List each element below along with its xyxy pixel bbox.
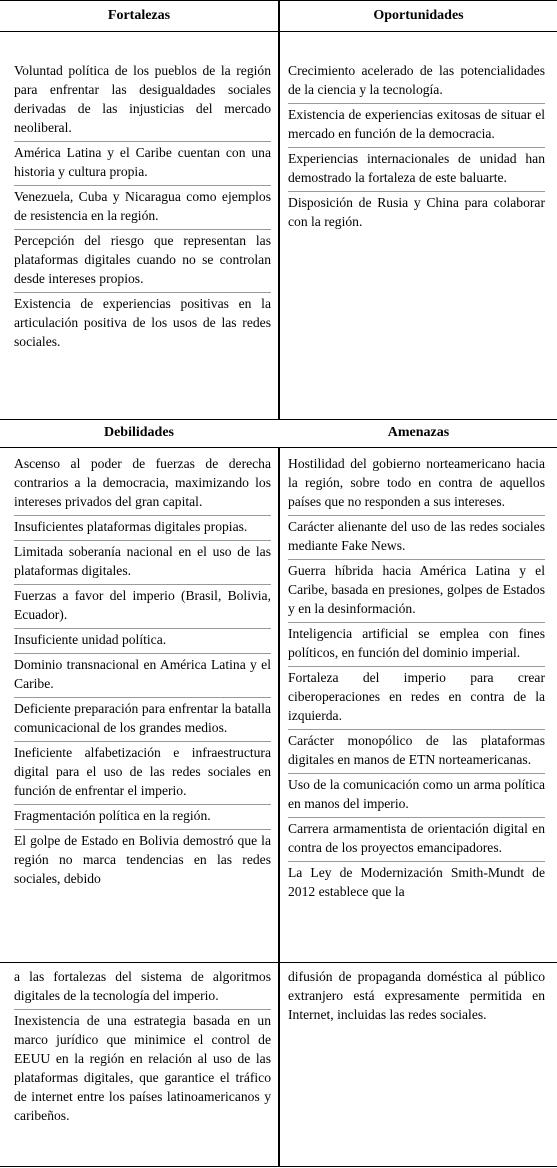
list-item: Experiencias internacionales de unidad han demostrado la fortaleza de este baluarte.	[288, 147, 545, 187]
amenazas-list	[288, 453, 545, 901]
column-divider-top	[278, 0, 280, 420]
list-item: Insuficientes plataformas digitales propias.	[14, 515, 271, 536]
list-item: Venezuela, Cuba y Nicaragua como ejemplos de resistencia en la región.	[14, 185, 271, 225]
header-fortalezas: Fortalezas	[107, 8, 171, 23]
amenazas-cell	[288, 453, 545, 959]
list-item: Carácter alienante del uso de las redes sociales mediante Fake News.	[288, 515, 545, 555]
amenazas-continuation-cell	[288, 966, 545, 1162]
header-oportunidades: Oportunidades	[373, 8, 464, 23]
list-item: Dominio transnacional en América Latina y el Caribe.	[14, 653, 271, 693]
fortalezas-cell	[14, 60, 271, 415]
list-item: Inteligencia artificial se emplea con fines políticos, en función del dominio imperial.	[288, 622, 545, 662]
list-item: El golpe de Estado en Bolivia demostró que la región no marca tendencias en las redes sociales, debido	[14, 829, 271, 888]
list-item: Fragmentación política en la región.	[14, 804, 271, 825]
list-item: a las fortalezas del sistema de algoritmos digitales de la tecnología del imperio.	[14, 969, 271, 1003]
column-divider-bottom	[278, 447, 280, 1167]
oportunidades-list	[288, 60, 545, 231]
header-debilidades: Debilidades	[103, 425, 174, 440]
list-item: América Latina y el Caribe cuentan con una historia y cultura propia.	[14, 141, 271, 181]
list-item: Fortaleza del imperio para crear ciberoperaciones en redes en contra de la izquierda.	[288, 666, 545, 725]
list-item: La Ley de Modernización Smith-Mundt de 2012 establece que la	[288, 861, 545, 901]
list-item: Percepción del riesgo que representan las plataformas digitales cuando no se controlan desde intereses propios.	[14, 229, 271, 288]
amenazas-continuation-list	[288, 966, 545, 1024]
list-item: Disposición de Rusia y China para colaborar con la región.	[288, 191, 545, 231]
list-item: Crecimiento acelerado de las potencialidades de la ciencia y la tecnología.	[288, 63, 545, 97]
list-item: Uso de la comunicación como un arma política en manos del imperio.	[288, 773, 545, 813]
list-item: Carácter monopólico de las plataformas digitales en manos de ETN norteamericanas.	[288, 729, 545, 769]
debilidades-list	[14, 453, 271, 888]
header-amenazas: Amenazas	[387, 425, 450, 440]
list-item: Guerra híbrida hacia América Latina y el Caribe, basada en presiones, golpes de Estados y en la desinformación.	[288, 559, 545, 618]
debilidades-continuation-list	[14, 966, 271, 1125]
debilidades-continuation-cell	[14, 966, 271, 1162]
list-item: Limitada soberanía nacional en el uso de las plataformas digitales.	[14, 540, 271, 580]
list-item: Voluntad política de los pueblos de la región para enfrentar las desigualdades sociales derivadas de las injusticias del mercado neoliberal.	[14, 63, 271, 135]
list-item: Deficiente preparación para enfrentar la batalla comunicacional de los grandes medios.	[14, 697, 271, 737]
list-item: Existencia de experiencias exitosas de situar el mercado en función de la democracia.	[288, 103, 545, 143]
oportunidades-cell	[288, 60, 545, 415]
list-item: Existencia de experiencias positivas en la articulación positiva de los usos de las redes sociales.	[14, 292, 271, 351]
list-item: Ascenso al poder de fuerzas de derecha contrarios a la democracia, maximizando los intereses privados del gran capital.	[14, 456, 271, 509]
list-item: Fuerzas a favor del imperio (Brasil, Bolivia, Ecuador).	[14, 584, 271, 624]
list-item: Inexistencia de una estrategia basada en un marco jurídico que minimice el control de EEUU en la región en relación al uso de las plataformas digitales, que garantice el tráfico de internet entre los países latinoamericanos y caribeños.	[14, 1009, 271, 1125]
list-item: Ineficiente alfabetización e infraestructura digital para el uso de las redes sociales en función de enfrentar el imperio.	[14, 741, 271, 800]
list-item: Insuficiente unidad política.	[14, 628, 271, 649]
list-item: Carrera armamentista de orientación digital en contra de los proyectos emancipadores.	[288, 817, 545, 857]
debilidades-cell	[14, 453, 271, 959]
list-item: Hostilidad del gobierno norteamericano hacia la región, sobre todo en contra de aquellos países que no responden a sus intereses.	[288, 456, 545, 509]
fortalezas-list	[14, 60, 271, 351]
list-item: difusión de propaganda doméstica al público extranjero está expresamente permitida en Internet, incluidas las redes sociales.	[288, 969, 545, 1022]
